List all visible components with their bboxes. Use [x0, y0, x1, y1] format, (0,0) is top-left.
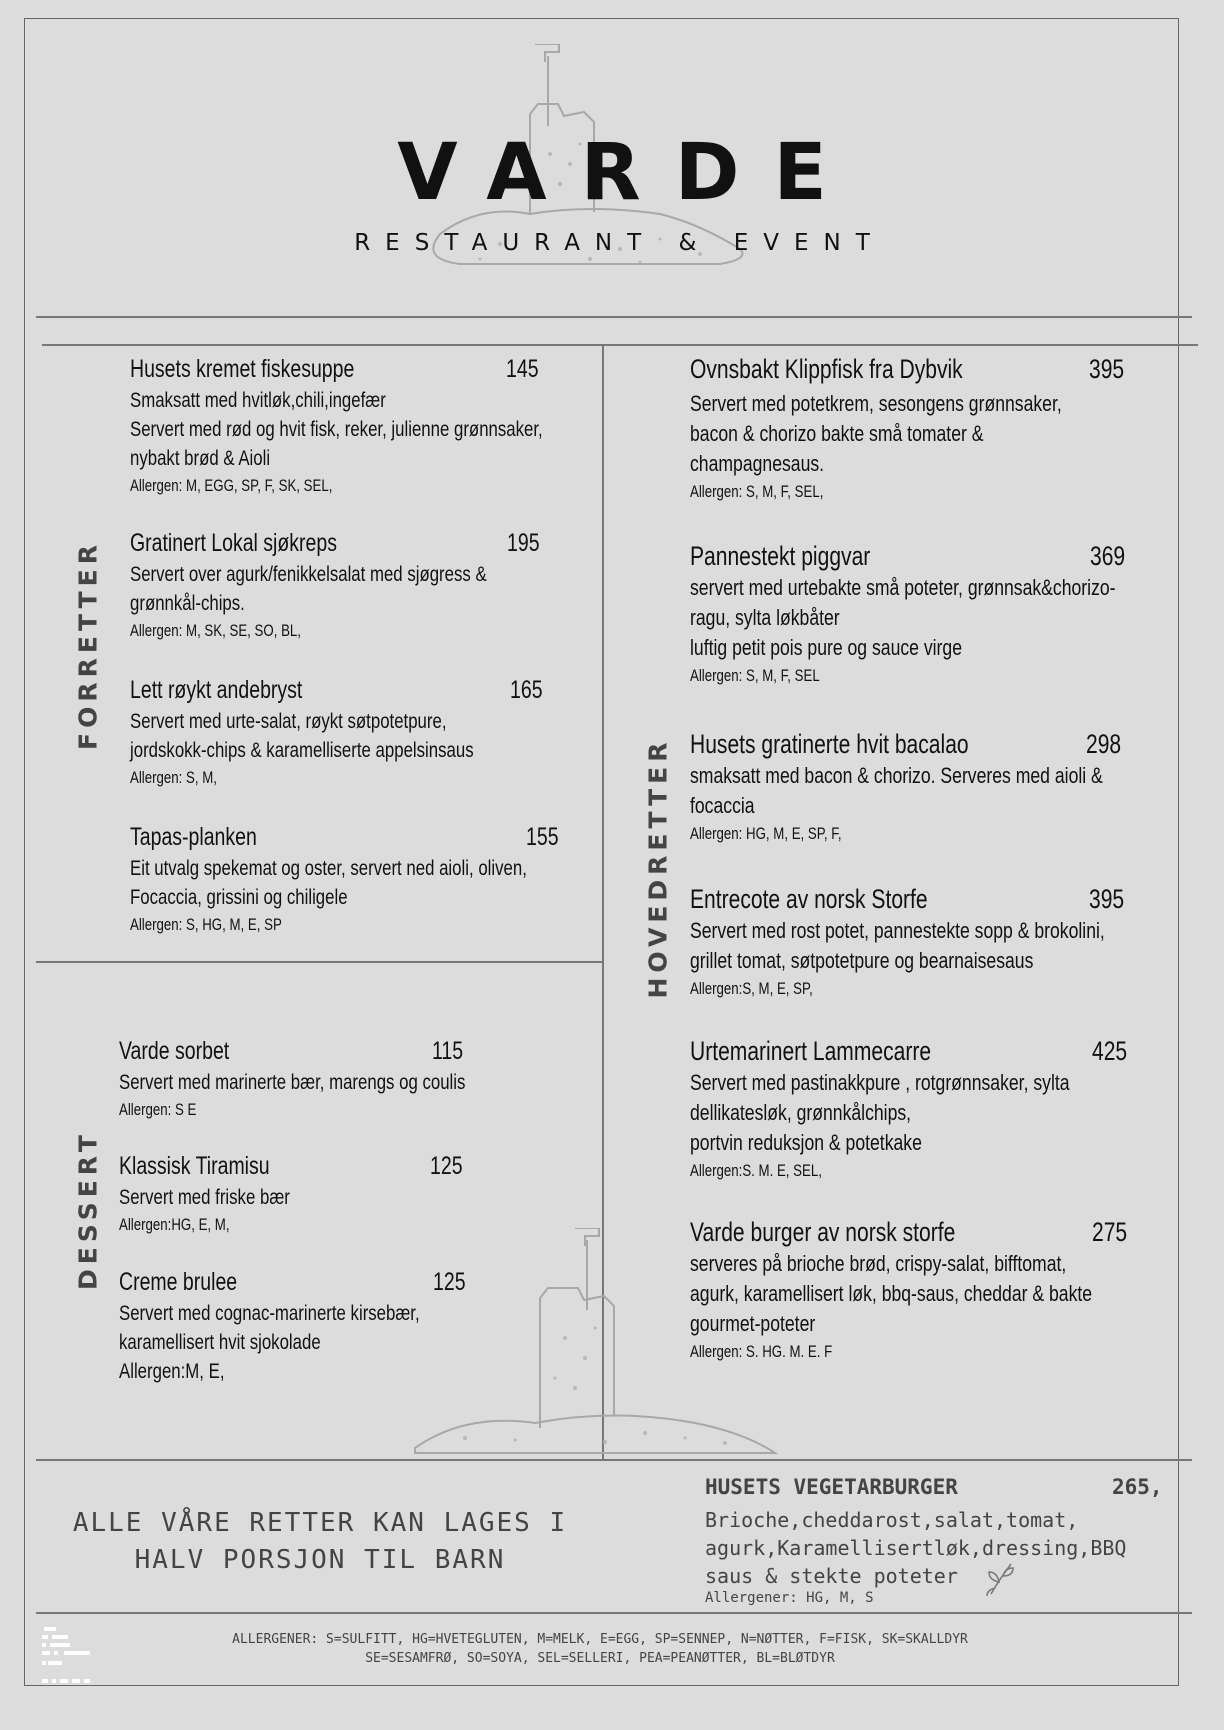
dish-description: Servert med urte-salat, røykt søtpotetpure, jordskokk-chips & karamelliserte appelsinsaus	[130, 710, 474, 762]
dish-name: Ovnsbakt Klippfisk fra Dybvik	[690, 354, 963, 384]
dish-price: 395	[1089, 354, 1125, 384]
dish-name: Tapas-planken	[130, 823, 257, 851]
dish-name: Klassisk Tiramisu	[119, 1152, 270, 1180]
menu-item	[130, 820, 559, 938]
menu-item	[119, 1034, 479, 1123]
divider-footer	[36, 1612, 1192, 1614]
dish-description: Servert med pastinakkpure , rotgrønnsaker, sylta dellikatesløk, grønnkålchips, portvin reduksjon & potetkake	[690, 1070, 1070, 1155]
dish-name: Creme brulee	[119, 1268, 238, 1296]
leaf-icon	[985, 1560, 1015, 1596]
dish-description: smaksatt med bacon & chorizo. Serveres med aioli & focaccia	[690, 763, 1103, 818]
divider-header-2	[42, 344, 1198, 346]
dish-allergen: Allergen:HG, E, M,	[119, 1215, 230, 1234]
menu-item	[130, 352, 550, 499]
dish-description: Smaksatt med hvitløk,chili,ingefær Servert med rød og hvit fisk, reker, julienne grønnsaker, nybakt brød & Aioli	[130, 389, 543, 470]
dish-description: Servert med cognac-marinerte kirsebær, karamellisert hvit sjokolade Allergen:M, E,	[119, 1302, 420, 1383]
dish-allergen: Allergen:S, M, E, SP,	[690, 979, 813, 998]
dish-price: 155	[526, 823, 559, 851]
divider-header	[36, 316, 1192, 318]
allergen-legend: ALLERGENER: S=SULFITT, HG=HVETEGLUTEN, M=MELK, E=EGG, SP=SENNEP, N=NØTTER, F=FISK, SK=SKALLDYR SE=SESAMFRØ, SO=SOYA, SEL=SELLERI, PEA=PEANØTTER, BL=BLØTDYR	[232, 1632, 968, 1666]
dish-name: Entrecote av norsk Storfe	[690, 884, 928, 914]
dish-price: 298	[1086, 729, 1122, 759]
dish-allergen: Allergen: S. HG. M. E. F	[690, 1342, 833, 1361]
dish-price: 275	[1092, 1217, 1128, 1247]
dish-price: 195	[507, 529, 540, 557]
vegetar-allergen: Allergener: HG, M, S	[705, 1590, 874, 1606]
dish-price: 425	[1092, 1036, 1128, 1066]
dish-description: servert med urtebakte små poteter, grønnsak&chorizo- ragu, sylta løkbåter luftig petit pois pure og sauce virge	[690, 575, 1116, 660]
dish-allergen: Allergen: S, M,	[130, 768, 217, 787]
dish-name: Urtemarinert Lammecarre	[690, 1036, 932, 1066]
menu-item	[690, 539, 1130, 689]
dish-allergen: Allergen: S, M, F, SEL	[690, 666, 820, 685]
dish-allergen: Allergen: S, HG, M, E, SP	[130, 915, 282, 934]
dish-price: 125	[433, 1268, 466, 1296]
menu-item	[690, 1034, 1130, 1184]
menu-item	[690, 1215, 1130, 1365]
dish-allergen: Allergen: HG, M, E, SP, F,	[690, 824, 842, 843]
dish-price: 115	[432, 1037, 464, 1065]
menu-item	[119, 1149, 479, 1238]
menu-item	[690, 352, 1130, 505]
menu-item	[690, 727, 1130, 847]
dish-name: Pannestekt piggvar	[690, 541, 871, 571]
dish-allergen: Allergen:S. M. E, SEL,	[690, 1161, 822, 1180]
dish-description: serveres på brioche brød, crispy-salat, bifftomat, agurk, karamellisert løk, bbq-saus, cheddar & bakte gourmet-poteter	[690, 1251, 1093, 1336]
dish-description: Servert med marinerte bær, marengs og coulis	[119, 1071, 466, 1094]
restaurant-subtitle: RESTAURANT & EVENT	[354, 230, 885, 256]
dish-price: 395	[1089, 884, 1125, 914]
kids-notice: ALLE VÅRE RETTER KAN LAGES I HALV PORSJON TIL BARN	[72, 1508, 568, 1575]
section-label-dessert: DESSERT	[73, 1130, 103, 1290]
dish-name: Varde sorbet	[119, 1037, 230, 1065]
dish-description: Servert med friske bær	[119, 1186, 290, 1209]
menu-item	[130, 526, 550, 644]
vegetar-price: 265,	[1112, 1475, 1163, 1499]
dish-allergen: Allergen: M, EGG, SP, F, SK, SEL,	[130, 476, 333, 495]
dish-allergen: Allergen: S E	[119, 1100, 197, 1119]
section-label-forretter: FORRETTER	[73, 540, 103, 750]
dish-price: 165	[510, 676, 543, 704]
divider-bottom	[36, 1459, 1192, 1461]
dish-price: 145	[506, 355, 539, 383]
dish-name: Gratinert Lokal sjøkreps	[130, 529, 337, 557]
dish-description: Eit utvalg spekemat og oster, servert ned aioli, oliven, Focaccia, grissini og chiligele	[130, 857, 527, 909]
dish-allergen: Allergen: S, M, F, SEL,	[690, 482, 824, 501]
qr-code-icon[interactable]	[40, 1625, 96, 1687]
section-label-hovedretter: HOVEDRETTER	[643, 737, 673, 999]
dish-name: Lett røykt andebryst	[130, 676, 303, 704]
dish-price: 125	[430, 1152, 463, 1180]
restaurant-title: VARDE	[397, 128, 861, 218]
dish-description: Servert med rost potet, pannestekte sopp & brokolini, grillet tomat, søtpotetpure og bearnaisesaus	[690, 918, 1105, 973]
dish-price: 369	[1090, 541, 1126, 571]
vegetar-description: Brioche,cheddarost,salat,tomat, agurk,Karamellisertløk,dressing,BBQ saus & stekte poteter	[705, 1508, 1127, 1588]
dish-name: Varde burger av norsk storfe	[690, 1217, 956, 1247]
dish-description: Servert med potetkrem, sesongens grønnsaker, bacon & chorizo bakte små tomater & champagnesaus.	[690, 391, 1062, 476]
vegetar-name: HUSETS VEGETARBURGER	[705, 1475, 958, 1499]
dish-allergen: Allergen: M, SK, SE, SO, BL,	[130, 621, 301, 640]
dish-description: Servert over agurk/fenikkelsalat med sjøgress & grønnkål-chips.	[130, 563, 487, 615]
dish-name: Husets gratinerte hvit bacalao	[690, 729, 969, 759]
divider-forretter-dessert	[36, 961, 602, 963]
menu-item	[690, 882, 1130, 1002]
dish-name: Husets kremet fiskesuppe	[130, 355, 355, 383]
menu-item	[130, 673, 550, 791]
